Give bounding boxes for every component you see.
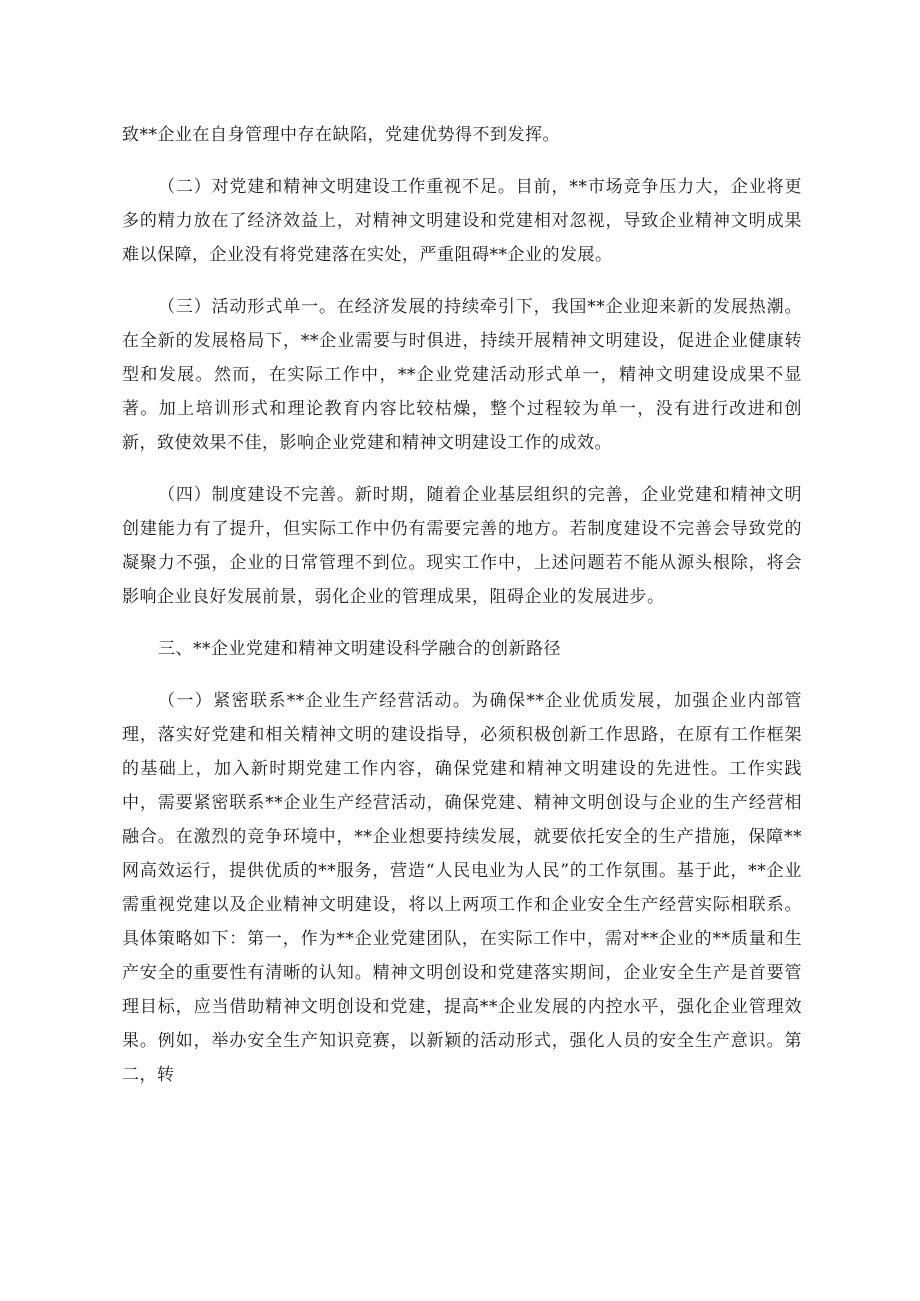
document-body [122, 118, 802, 1110]
paragraph-subsection-1: （一）紧密联系**企业生产经营活动。为确保**企业优质发展，加强企业内部管理，落实好党建和相关精神文明的建设指导，必须积极创新工作思路，在原有工作框架的基础上，加入新时期党建工作内容，确保党建和精神文明建设的先进性。工作实践中，需要紧密联系**企业生产经营活动，确保党建、精神文明创设与企业的生产经营相融合。在激烈的竞争环境中，**企业想要持续发展，就要依托安全的生产措施，保障**网高效运行，提供优质的**服务，营造“人民电业为人民”的工作氛围。基于此，**企业需重视党建以及企业精神文明建设，将以上两项工作和企业安全生产经营实际相联系。具体策略如下：第一，作为**企业党建团队，在实际工作中，需对**企业的**质量和生产安全的重要性有清晰的认知。精神文明创设和党建落实期间，企业安全生产是首要管理目标，应当借助精神文明创设和党建，提高**企业发展的内控水平，强化企业管理效果。例如，举办安全生产知识竞赛，以新颖的活动形式，强化人员的安全生产意识。第二，转 [122, 691, 802, 1085]
paragraph-section-2: （二）对党建和精神文明建设工作重视不足。目前，**市场竞争压力大，企业将更多的精力放在了经济效益上，对精神文明建设和党建相对忽视，导致企业精神文明成果难以保障，企业没有将党建落在实处，严重阻碍**企业的发展。 [122, 177, 802, 265]
paragraph-continuation: 致**企业在自身管理中存在缺陷，党建优势得不到发挥。 [122, 125, 560, 145]
section-heading-three: 三、**企业党建和精神文明建设科学融合的创新路径 [158, 639, 561, 659]
paragraph-section-3: （三）活动形式单一。在经济发展的持续牵引下，我国**企业迎来新的发展热潮。在全新的发展格局下，**企业需要与时俱进，持续开展精神文明建设，促进企业健康转型和发展。然而，在实际工作中，**企业党建活动形式单一，精神文明建设成果不显著。加上培训形式和理论教育内容比较枯燥，整个过程较为单一，没有进行改进和创新，致使效果不佳，影响企业党建和精神文明建设工作的成效。 [122, 297, 802, 453]
paragraph-section-4: （四）制度建设不完善。新时期，随着企业基层组织的完善，企业党建和精神文明创建能力有了提升，但实际工作中仍有需要完善的地方。若制度建设不完善会导致党的凝聚力不强，企业的日常管理不到位。现实工作中，上述问题若不能从源头根除，将会影响企业良好发展前景，弱化企业的管理成果，阻碍企业的发展进步。 [122, 485, 802, 607]
